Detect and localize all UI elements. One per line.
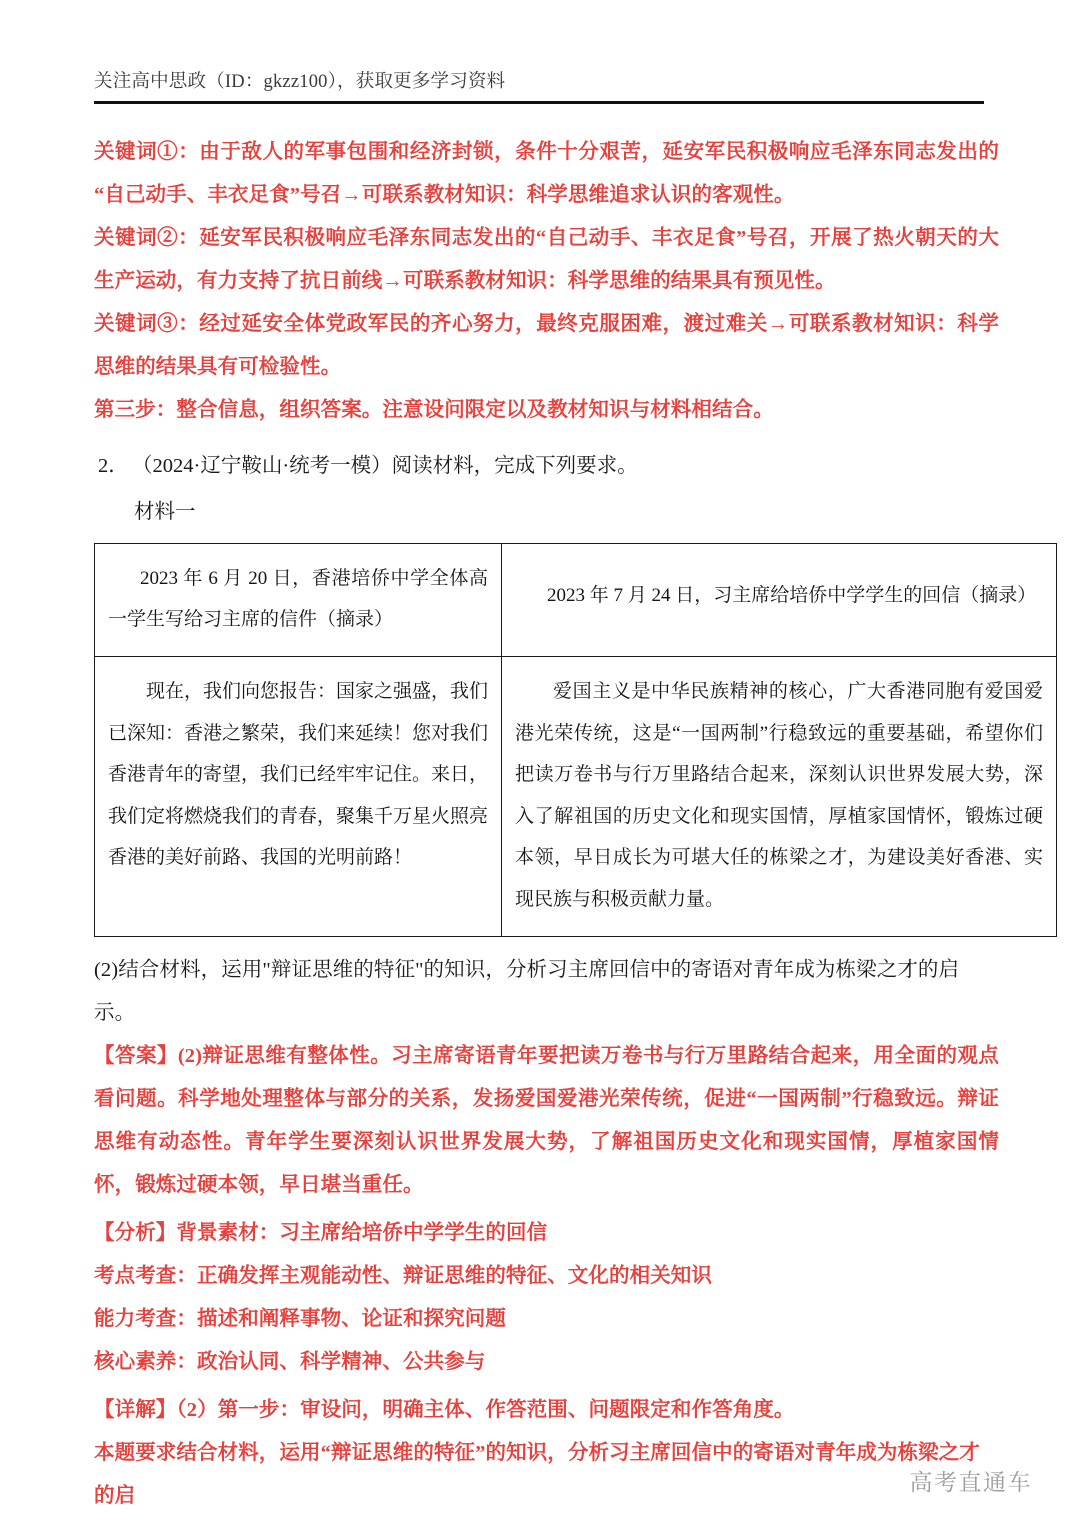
header-divider — [94, 101, 984, 104]
table-cell-header-left — [95, 544, 502, 657]
keyword-1-paragraph: 关键词①：由于敌人的军事包围和经济封锁，条件十分艰苦，延安军民积极响应毛泽东同志发出的“自己动手、丰衣足食”号召→可联系教材知识：科学思维追求认识的客观性。 — [94, 141, 999, 206]
keyword-2-paragraph: 关键词②：延安军民积极响应毛泽东同志发出的“自己动手、丰衣足食”号召，开展了热火朝天的大生产运动，有力支持了抗日前线→可联系教材知识：科学思维的结果具有预见性。 — [94, 227, 999, 292]
table-row-headers — [95, 544, 1057, 657]
reply-header-text: 2023 年 7 月 24 日，习主席给培侨中学学生的回信（摘录） — [547, 584, 1037, 606]
table-row-body — [95, 657, 1057, 937]
core-literacy-paragraph: 核心素养：政治认同、科学精神、公共参与 — [94, 1351, 486, 1373]
step-three-paragraph: 第三步：整合信息，组织答案。注意设问限定以及教材知识与材料相结合。 — [94, 399, 774, 421]
letter-body-text: 现在，我们向您报告：国家之强盛，我们已深知：香港之繁荣，我们来延续！您对我们香港青年的寄望，我们已经牢牢记住。来日，我们定将燃烧我们的青春，聚集千万星火照亮香港的美好前路、我国的光明前路！ — [108, 681, 489, 868]
page-header — [94, 72, 984, 104]
sub-question-text: (2)结合材料，运用"辩证思维的特征"的知识，分析习主席回信中的寄语对青年成为栋梁之才的启示。 — [94, 959, 960, 1024]
table-cell-header-right — [502, 544, 1057, 657]
question-line — [94, 443, 999, 489]
keyword-3-paragraph: 关键词③：经过延安全体党政军民的齐心努力，最终克服困难，渡过难关→可联系教材知识：科学思维的结果具有可检验性。 — [94, 313, 999, 378]
header-promo-text: 关注高中思政（ID：gkzz100），获取更多学习资料 — [94, 72, 506, 92]
question-number: 2． — [98, 455, 129, 477]
reply-body-text: 爱国主义是中华民族精神的核心，广大香港同胞有爱国爱港光荣传统，这是“一国两制”行稳致远的重要基础，希望你们把读万卷书与行万里路结合起来，深刻认识世界发展大势，深入了解祖国的历史文化和现实国情，厚植家国情怀，锻炼过硬本领，早日成长为可堪大任的栋梁之才，为建设美好香港、实现民族与积极贡献力量。 — [515, 681, 1043, 910]
exam-points-paragraph: 考点考查：正确发挥主观能动性、辩证思维的特征、文化的相关知识 — [94, 1265, 712, 1287]
detail-paragraph-2: 本题要求结合材料，运用“辩证思维的特征”的知识，分析习主席回信中的寄语对青年成为栋梁之才的启 — [94, 1442, 980, 1507]
document-content — [94, 131, 1043, 1518]
detail-paragraph-1: 【详解】（2）第一步：审设问，明确主体、作答范围、问题限定和作答角度。 — [94, 1399, 795, 1421]
letter-header-text: 2023 年 6 月 20 日，香港培侨中学全体高一学生写给习主席的信件（摘录） — [108, 568, 488, 630]
table-cell-body-left — [95, 657, 502, 937]
table-cell-body-right — [502, 657, 1057, 937]
analysis-paragraph: 【分析】背景素材：习主席给培侨中学学生的回信 — [94, 1222, 548, 1244]
watermark: 高考直通车 — [909, 1469, 1032, 1495]
answer-paragraph: 【答案】(2)辩证思维有整体性。习主席寄语青年要把读万卷书与行万里路结合起来，用全面的观点看问题。科学地处理整体与部分的关系，发扬爱国爱港光荣传统，促进“一国两制”行稳致远。辩证思维有动态性。青年学生要深刻认识世界发展大势，了解祖国历史文化和现实国情，厚植家国情怀，锻炼过硬本领，早日堪当重任。 — [94, 1045, 999, 1196]
ability-paragraph: 能力考查：描述和阐释事物、论证和探究问题 — [94, 1308, 506, 1330]
material-table — [94, 543, 1057, 937]
after-table-block — [94, 949, 999, 1518]
material-label: 材料一 — [134, 501, 196, 523]
question-stem: （2024·辽宁鞍山·统考一模）阅读材料，完成下列要求。 — [132, 455, 638, 477]
